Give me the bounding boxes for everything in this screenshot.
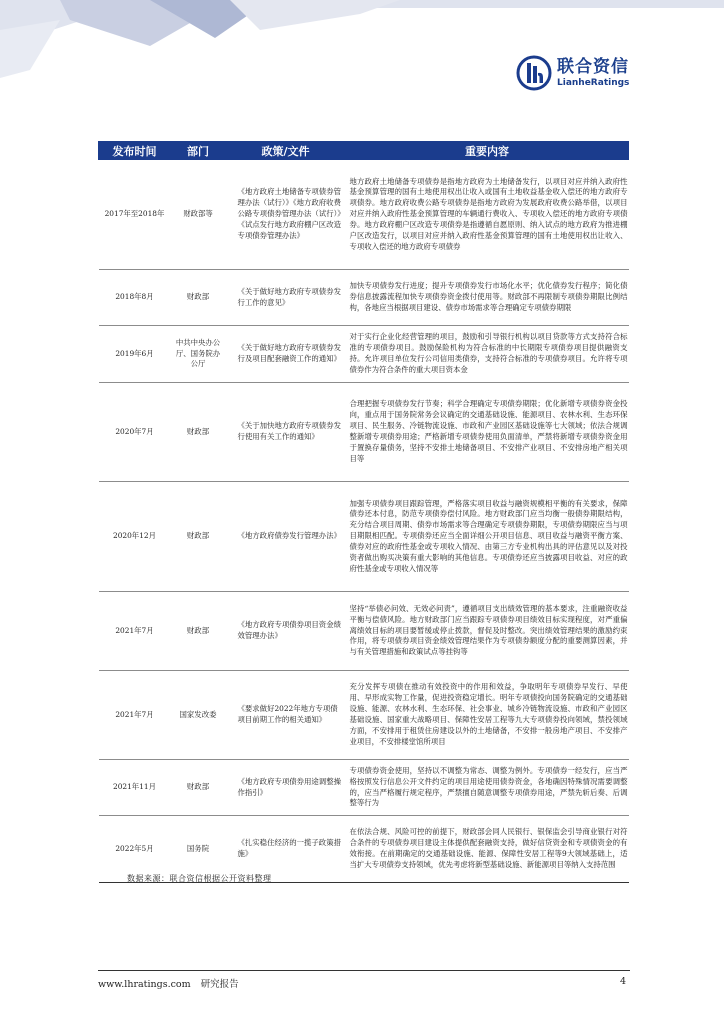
row-document: 《关于做好地方政府专项债券发行工作的意见》 <box>226 270 346 326</box>
row-department: 财政部等 <box>171 160 226 270</box>
row-department: 财政部 <box>171 270 226 326</box>
row-department: 财政部 <box>171 482 226 592</box>
row-content: 加强专项债券项目跟踪管理，严格落实项目收益与融资规模相平衡的有关要求，保障债券还本付息，防范专项债券偿付风险。地方财政部门应当均衡一般债券期限结构，充分结合项目周期、债券市场需求等合理确定专项债券期限，专项债券期限应当与项目期限相匹配。专项债券还应当全面详细公开项目信息、项目收益与融资平衡方案、债券对应的政府性基金或专项收入情况、由第三方专业机构出具的评估意见以及对投资者做出购买决策有重大影响的其他信息。专项债券还应当披露项目收益、对应的政府性基金或专项收入情况等 <box>346 482 629 592</box>
row-time: 2019年6月 <box>99 326 171 383</box>
row-department: 国务院 <box>171 816 226 883</box>
source-note: 数据来源：联合资信根据公开资料整理 <box>127 874 272 883</box>
brand-logo <box>516 55 629 91</box>
table-row <box>99 270 629 326</box>
brand-name-en: LianheRatings <box>557 77 630 88</box>
row-department: 中共中央办公厅、国务院办公厅 <box>171 326 226 383</box>
row-document: 《地方政府专项债券项目资金绩效管理办法》 <box>226 592 346 671</box>
row-department: 财政部 <box>171 383 226 482</box>
footer-website-link[interactable]: www.lhratings.com <box>98 979 191 990</box>
row-time: 2017年至2018年 <box>99 160 171 270</box>
row-document: 《地方政府专项债券用途调整操作指引》 <box>226 760 346 816</box>
row-document: 《要求做好2022年地方专项债项目前期工作的相关通知》 <box>226 671 346 760</box>
row-department: 财政部 <box>171 760 226 816</box>
row-document: 《关于加快地方政府专项债券发行使用有关工作的通知》 <box>226 383 346 482</box>
footer-divider <box>98 970 630 971</box>
header-department: 部门 <box>171 142 226 160</box>
policy-table <box>98 141 629 883</box>
row-time: 2018年8月 <box>99 270 171 326</box>
row-document: 《关于做好地方政府专项债券发行及项目配套融资工作的通知》 <box>226 326 346 383</box>
row-department: 国家发改委 <box>171 671 226 760</box>
table-row <box>99 671 629 760</box>
footer-report-type: 研究报告 <box>200 979 239 990</box>
row-content: 加快专项债券发行进度；提升专项债券发行市场化水平；优化债券发行程序；简化债券信息披露流程加快专项债券资金拨付使用等。财政部不再限制专项债券期限比例结构，各地应当根据项目建设、债券市场需求等合理确定专项债券期限 <box>346 270 629 326</box>
row-time: 2021年7月 <box>99 592 171 671</box>
table-header-row <box>99 142 629 160</box>
page-number: 4 <box>620 976 627 987</box>
table-row <box>99 383 629 482</box>
table-row <box>99 482 629 592</box>
footer-left <box>98 976 239 990</box>
row-department: 财政部 <box>171 592 226 671</box>
table-row <box>99 592 629 671</box>
brand-name-cn: 联合资信 <box>557 56 629 77</box>
row-content: 合理把握专项债券发行节奏；科学合理确定专项债券期限；优化新增专项债券资金投向，重点用于国务院常务会议确定的交通基础设施、能源项目、农林水利、生态环保项目、民生服务、冷链物流设施、市政和产业园区基础设施等七大领域；依法合规调整新增专项债券用途；严格新增专项债券使用负面清单，严禁将新增专项债券资金用于置换存量债务，坚持不安排土地储备项目、不安排产业项目、不安排房地产相关项目等 <box>346 383 629 482</box>
row-time: 2020年12月 <box>99 482 171 592</box>
header-key-content: 重要内容 <box>346 142 629 160</box>
table-row <box>99 160 629 270</box>
lianhe-logo-icon <box>516 55 552 91</box>
table-row <box>99 326 629 383</box>
row-document: 《扎实稳住经济的一揽子政策措施》 <box>226 816 346 883</box>
row-time: 2021年7月 <box>99 671 171 760</box>
row-content: 地方政府土地储备专项债券是指地方政府为土地储备发行，以项目对应并纳入政府性基金预算管理的国有土地使用权出让收入或国有土地收益基金收入偿还的地方政府专项债券。地方政府收费公路专项债券是指地方政府为发展政府收费公路举借，以项目对应并纳入政府性基金预算管理的车辆通行费收入、专项收入偿还的地方政府专项债券。地方政府棚户区改造专项债券是指遵循自愿原则、纳入试点的地方政府为推进棚户区改造发行，以项目对应并纳入政府性基金预算管理的国有土地使用权出让收入、专项收入偿还的地方政府专项债券 <box>346 160 629 270</box>
row-content: 专项债券资金使用，坚持以不调整为常态、调整为例外。专项债券一经发行，应当严格按照发行信息公开文件约定的项目用途使用债券资金，各地确因特殊情况需要调整的，应当严格履行规定程序，严禁擅自随意调整专项债券用途，严禁先斩后奏、后调整等行为 <box>346 760 629 816</box>
row-time: 2021年11月 <box>99 760 171 816</box>
table-row <box>99 760 629 816</box>
row-content: 充分发挥专项债在推动有效投资中的作用和效益，争取明年专项债券早发行、早使用、早形成实物工作量，促进投资稳定增长。明年专项债投向国务院确定的交通基础设施、能源、农林水利、生态环保、社会事业、城乡冷链物流设施、市政和产业园区基础设施、国家重大战略项目、保障性安居工程等九大专项债券投向领域，禁投领域方面，不安排用于租赁住房建设以外的土地储备，不安排一般房地产项目、不安排产业项目，不安排楼堂馆所项目 <box>346 671 629 760</box>
row-time: 2020年7月 <box>99 383 171 482</box>
row-time: 2022年5月 <box>99 816 171 883</box>
row-document: 《地方政府土地储备专项债券管理办法（试行）》《地方政府收费公路专项债券管理办法（试行）》《试点发行地方政府棚户区改造专项债券管理办法》 <box>226 160 346 270</box>
row-document: 《地方政府债券发行管理办法》 <box>226 482 346 592</box>
row-content: 对于实行企业化经营管理的项目，鼓励和引导银行机构以项目贷款等方式支持符合标准的专项债券项目。鼓励保险机构为符合标准的中长期限专项债券项目提供融资支持。允许项目单位发行公司信用类债券，支持符合标准的专项债券项目。允许将专项债券作为符合条件的重大项目资本金 <box>346 326 629 383</box>
header-release-time: 发布时间 <box>99 142 171 160</box>
row-content: 在依法合规、风险可控的前提下，财政部会同人民银行、银保监会引导商业银行对符合条件的专项债券项目建设主体提供配套融资支持，做好信贷资金和专项债资金的有效衔接。在前期确定的交通基础设施、能源、保障性安居工程等9大领域基础上，适当扩大专项债券支持领域，优先考虑将新型基础设施、新能源项目等纳入支持范围 <box>346 816 629 883</box>
header-policy-document: 政策/文件 <box>226 142 346 160</box>
row-content: 坚持“举债必问效、无效必问责”，遵循项目支出绩效管理的基本要求，注重融资收益平衡与偿债风险。地方财政部门应当跟踪专项债券项目绩效目标实现程度，对严重偏离绩效目标的项目要暂缓或停止拨款，督促及时整改。突出绩效管理结果的激励约束作用，将专项债券项目资金绩效管理结果作为专项债券额度分配的重要测算因素，并与有关管理措施和政策试点等挂钩等 <box>346 592 629 671</box>
